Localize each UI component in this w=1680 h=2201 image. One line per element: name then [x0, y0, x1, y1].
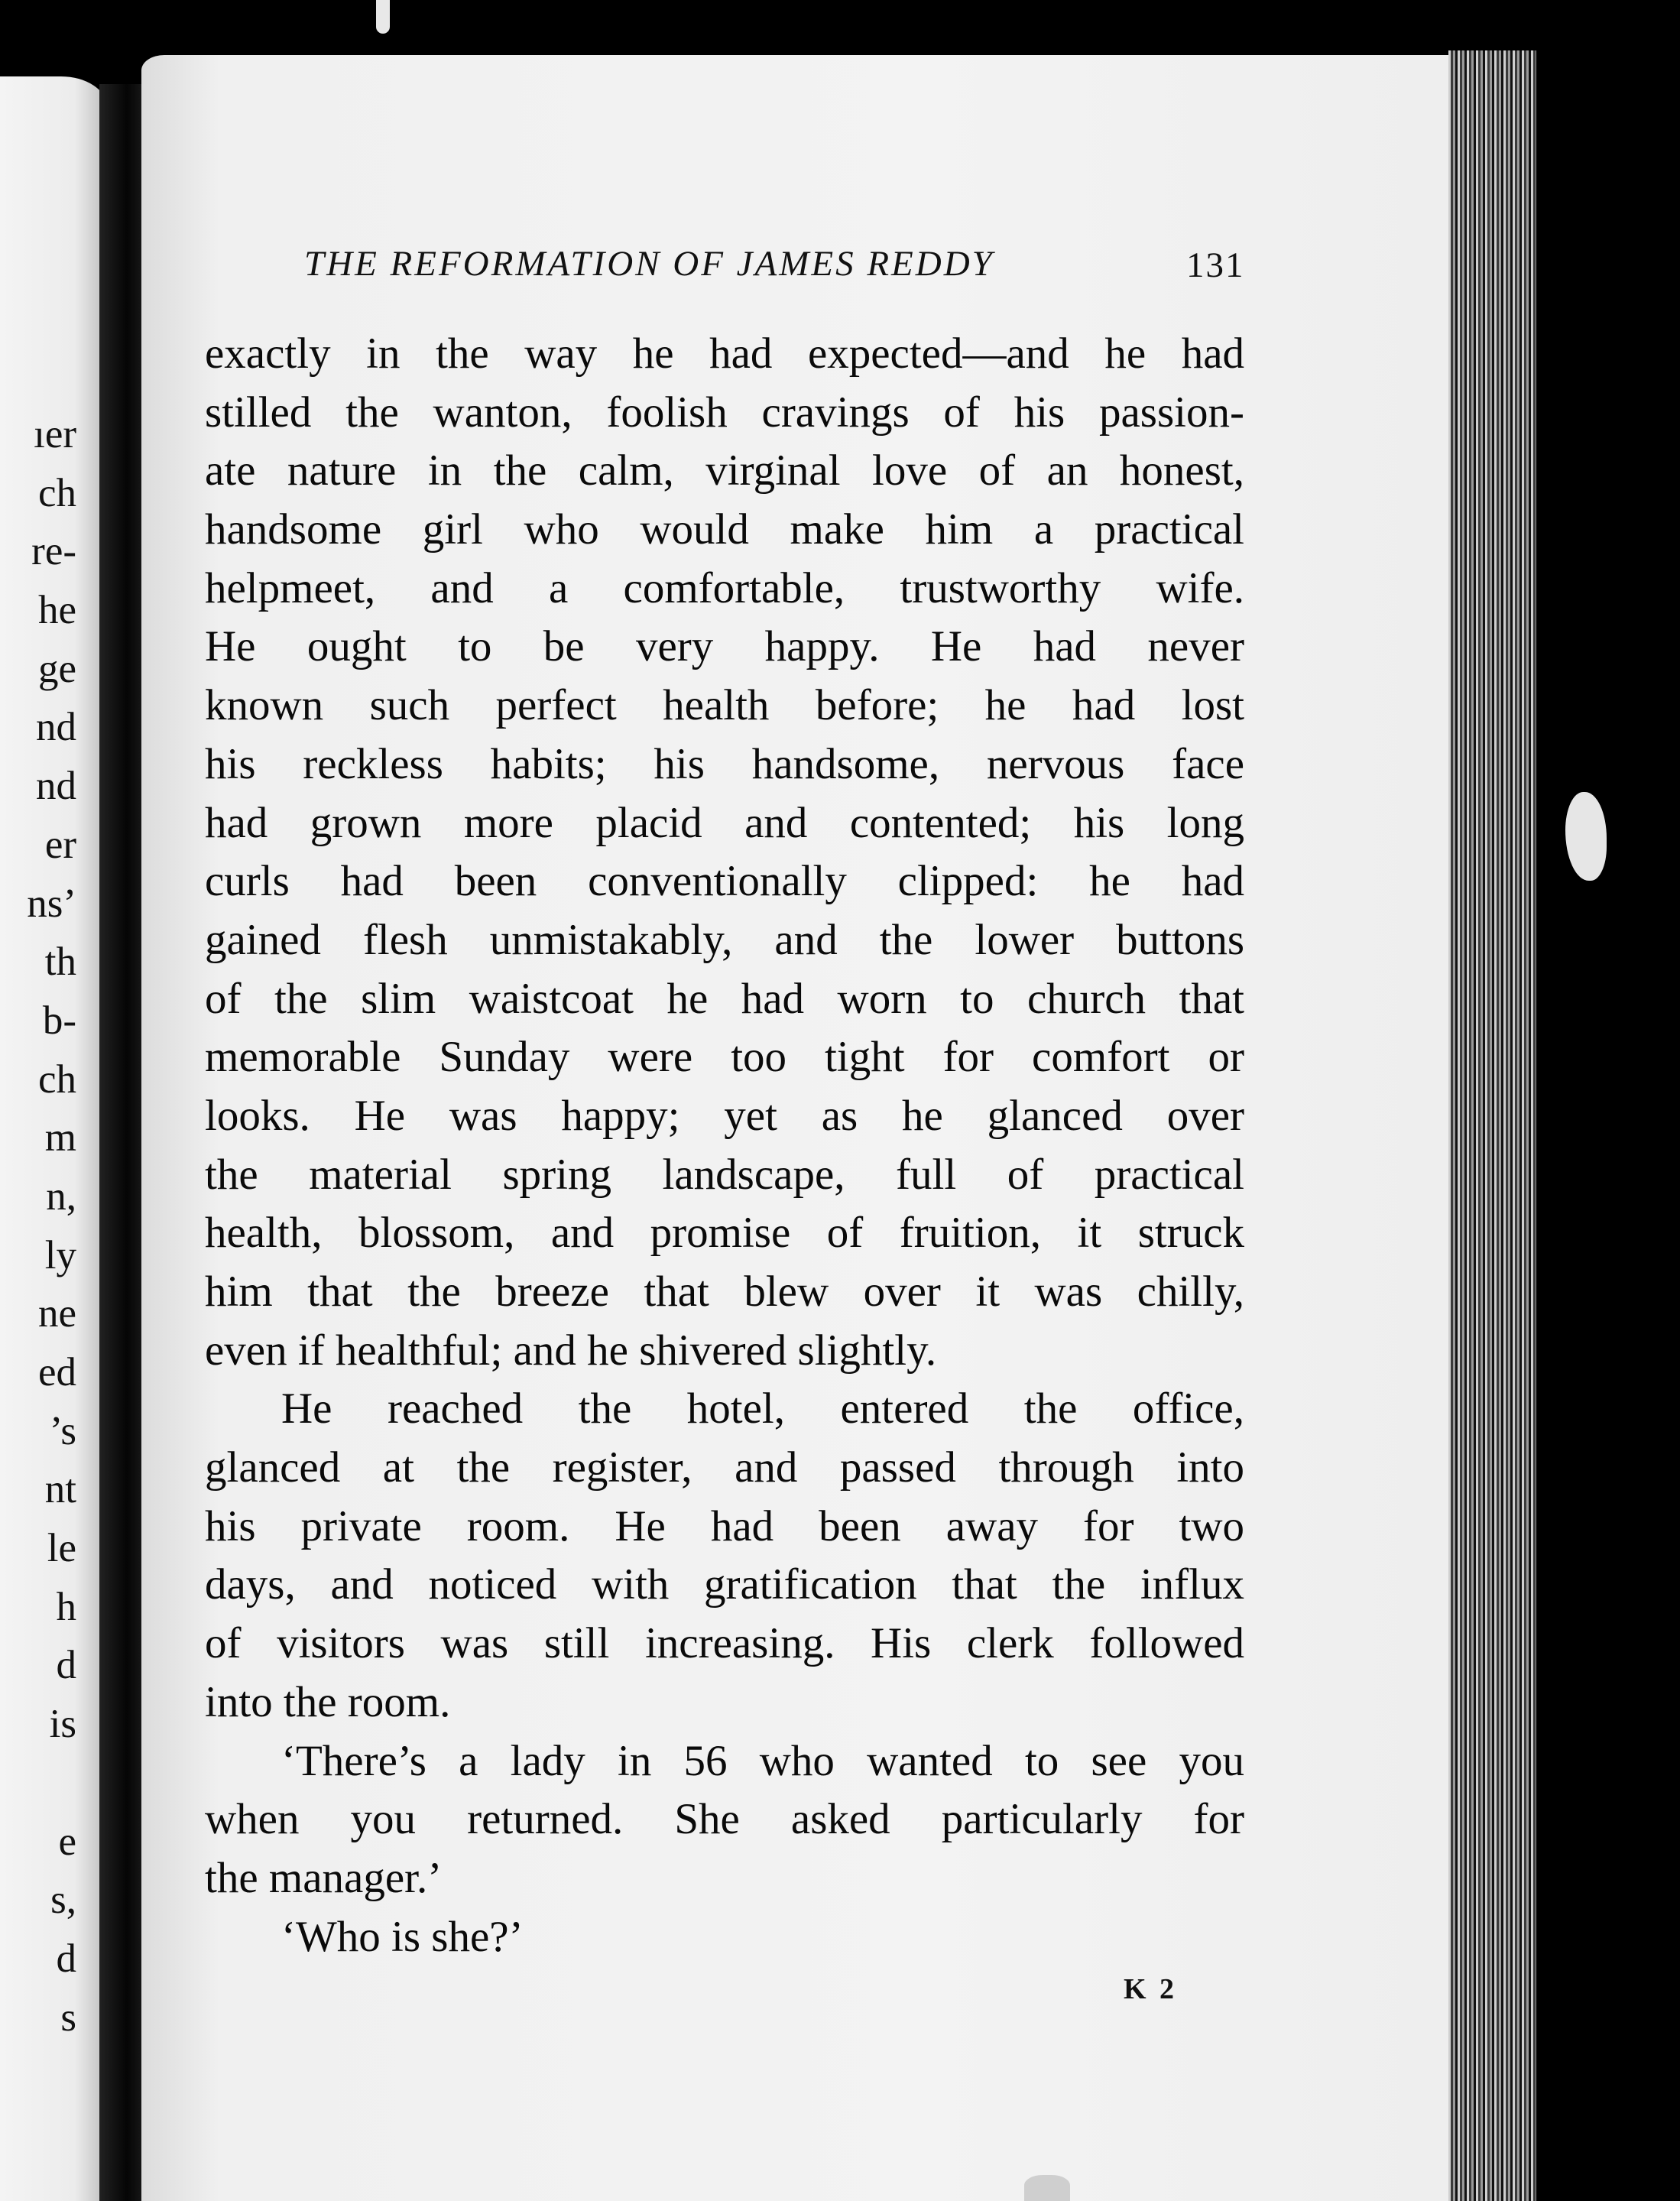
text-line: his reckless habits; his handsome, nervous face	[205, 739, 1244, 788]
left-fragment: b-	[42, 998, 76, 1043]
top-edge-mark	[376, 0, 390, 34]
left-fragment: n,	[46, 1174, 76, 1219]
text-line: ‘Who is she?’	[281, 1912, 524, 1961]
left-fragment: s,	[50, 1878, 76, 1923]
left-fragment: re-	[31, 529, 76, 574]
left-fragment	[0, 1754, 76, 1813]
left-fragment: nt	[44, 1467, 76, 1512]
text-line: He ought to be very happy. He had never	[205, 622, 1244, 671]
left-fragment: d	[56, 1643, 76, 1688]
text-line: of visitors was still increasing. His clerk followed	[205, 1619, 1244, 1668]
text-line: stilled the wanton, foolish cravings of his passion-	[205, 388, 1244, 437]
text-line: known such perfect health before; he had lost	[205, 681, 1244, 730]
left-fragment: ly	[44, 1232, 76, 1277]
text-line: health, blossom, and promise of fruition, it struck	[205, 1209, 1244, 1258]
left-fragment: he	[37, 588, 76, 633]
left-fragment: th	[44, 940, 76, 985]
left-fragment: ne	[37, 1291, 76, 1336]
text-line: his private room. He had been away for two	[205, 1501, 1244, 1550]
text-line: helpmeet, and a comfortable, trustworthy wife.	[205, 563, 1244, 612]
left-fragment: nd	[36, 705, 76, 750]
left-fragment: e	[58, 1819, 76, 1864]
text-line: when you returned. She asked particularly for	[205, 1795, 1244, 1844]
text-line: even if healthful; and he shivered slightly.	[205, 1326, 937, 1375]
left-fragment: h	[56, 1584, 76, 1629]
signature-mark: K 2	[1124, 1973, 1178, 2005]
page-number: 131	[1186, 245, 1245, 285]
body-text	[205, 325, 1244, 1966]
left-fragment: ıer	[34, 412, 76, 456]
text-line: days, and noticed with gratification that the influx	[205, 1560, 1244, 1609]
text-line: curls had been conventionally clipped: he had	[205, 857, 1244, 906]
text-line: the material spring landscape, full of practical	[205, 1150, 1244, 1199]
text-line: the manager.’	[205, 1853, 443, 1902]
text-line: of the slim waistcoat he had worn to church that	[205, 974, 1244, 1023]
page-edges	[1448, 50, 1540, 2201]
book-spine	[1536, 50, 1680, 2201]
text-line: ‘There’s a lady in 56 who wanted to see you	[281, 1736, 1244, 1785]
text-line: him that the breeze that blew over it was chilly,	[205, 1268, 1244, 1316]
left-fragment: ed	[37, 1350, 76, 1394]
text-line: memorable Sunday were too tight for comfort or	[205, 1033, 1244, 1082]
left-fragment: le	[47, 1526, 76, 1571]
left-page-text	[0, 405, 76, 2047]
book-gutter	[99, 84, 145, 2201]
text-line: handsome girl who would make him a practical	[205, 505, 1244, 554]
text-line: exactly in the way he had expected—and he had	[205, 330, 1244, 378]
text-line: into the room.	[205, 1677, 451, 1726]
text-line: ate nature in the calm, virginal love of an honest,	[205, 446, 1244, 495]
text-line: looks. He was happy; yet as he glanced over	[205, 1091, 1244, 1140]
left-fragment: is	[49, 1702, 76, 1747]
left-fragment: er	[44, 822, 76, 867]
left-fragment: ge	[37, 646, 76, 691]
text-line: glanced at the register, and passed through into	[205, 1443, 1244, 1492]
left-fragment: nd	[36, 764, 76, 809]
left-fragment: ns’	[27, 881, 76, 926]
left-page	[0, 76, 107, 2201]
text-line: gained flesh unmistakably, and the lower buttons	[205, 915, 1244, 964]
left-fragment: ch	[37, 1057, 76, 1102]
left-fragment: ch	[37, 470, 76, 515]
text-line: He reached the hotel, entered the office,	[281, 1385, 1244, 1433]
left-fragment: ’s	[49, 1408, 76, 1453]
left-fragment: m	[44, 1115, 76, 1161]
bottom-edge-mark	[1024, 2175, 1070, 2201]
left-fragment: d	[56, 1936, 76, 1981]
text-line: had grown more placid and contented; his long	[205, 798, 1244, 847]
running-head: THE REFORMATION OF JAMES REDDY	[304, 244, 994, 284]
left-fragment: s	[60, 1995, 76, 2040]
